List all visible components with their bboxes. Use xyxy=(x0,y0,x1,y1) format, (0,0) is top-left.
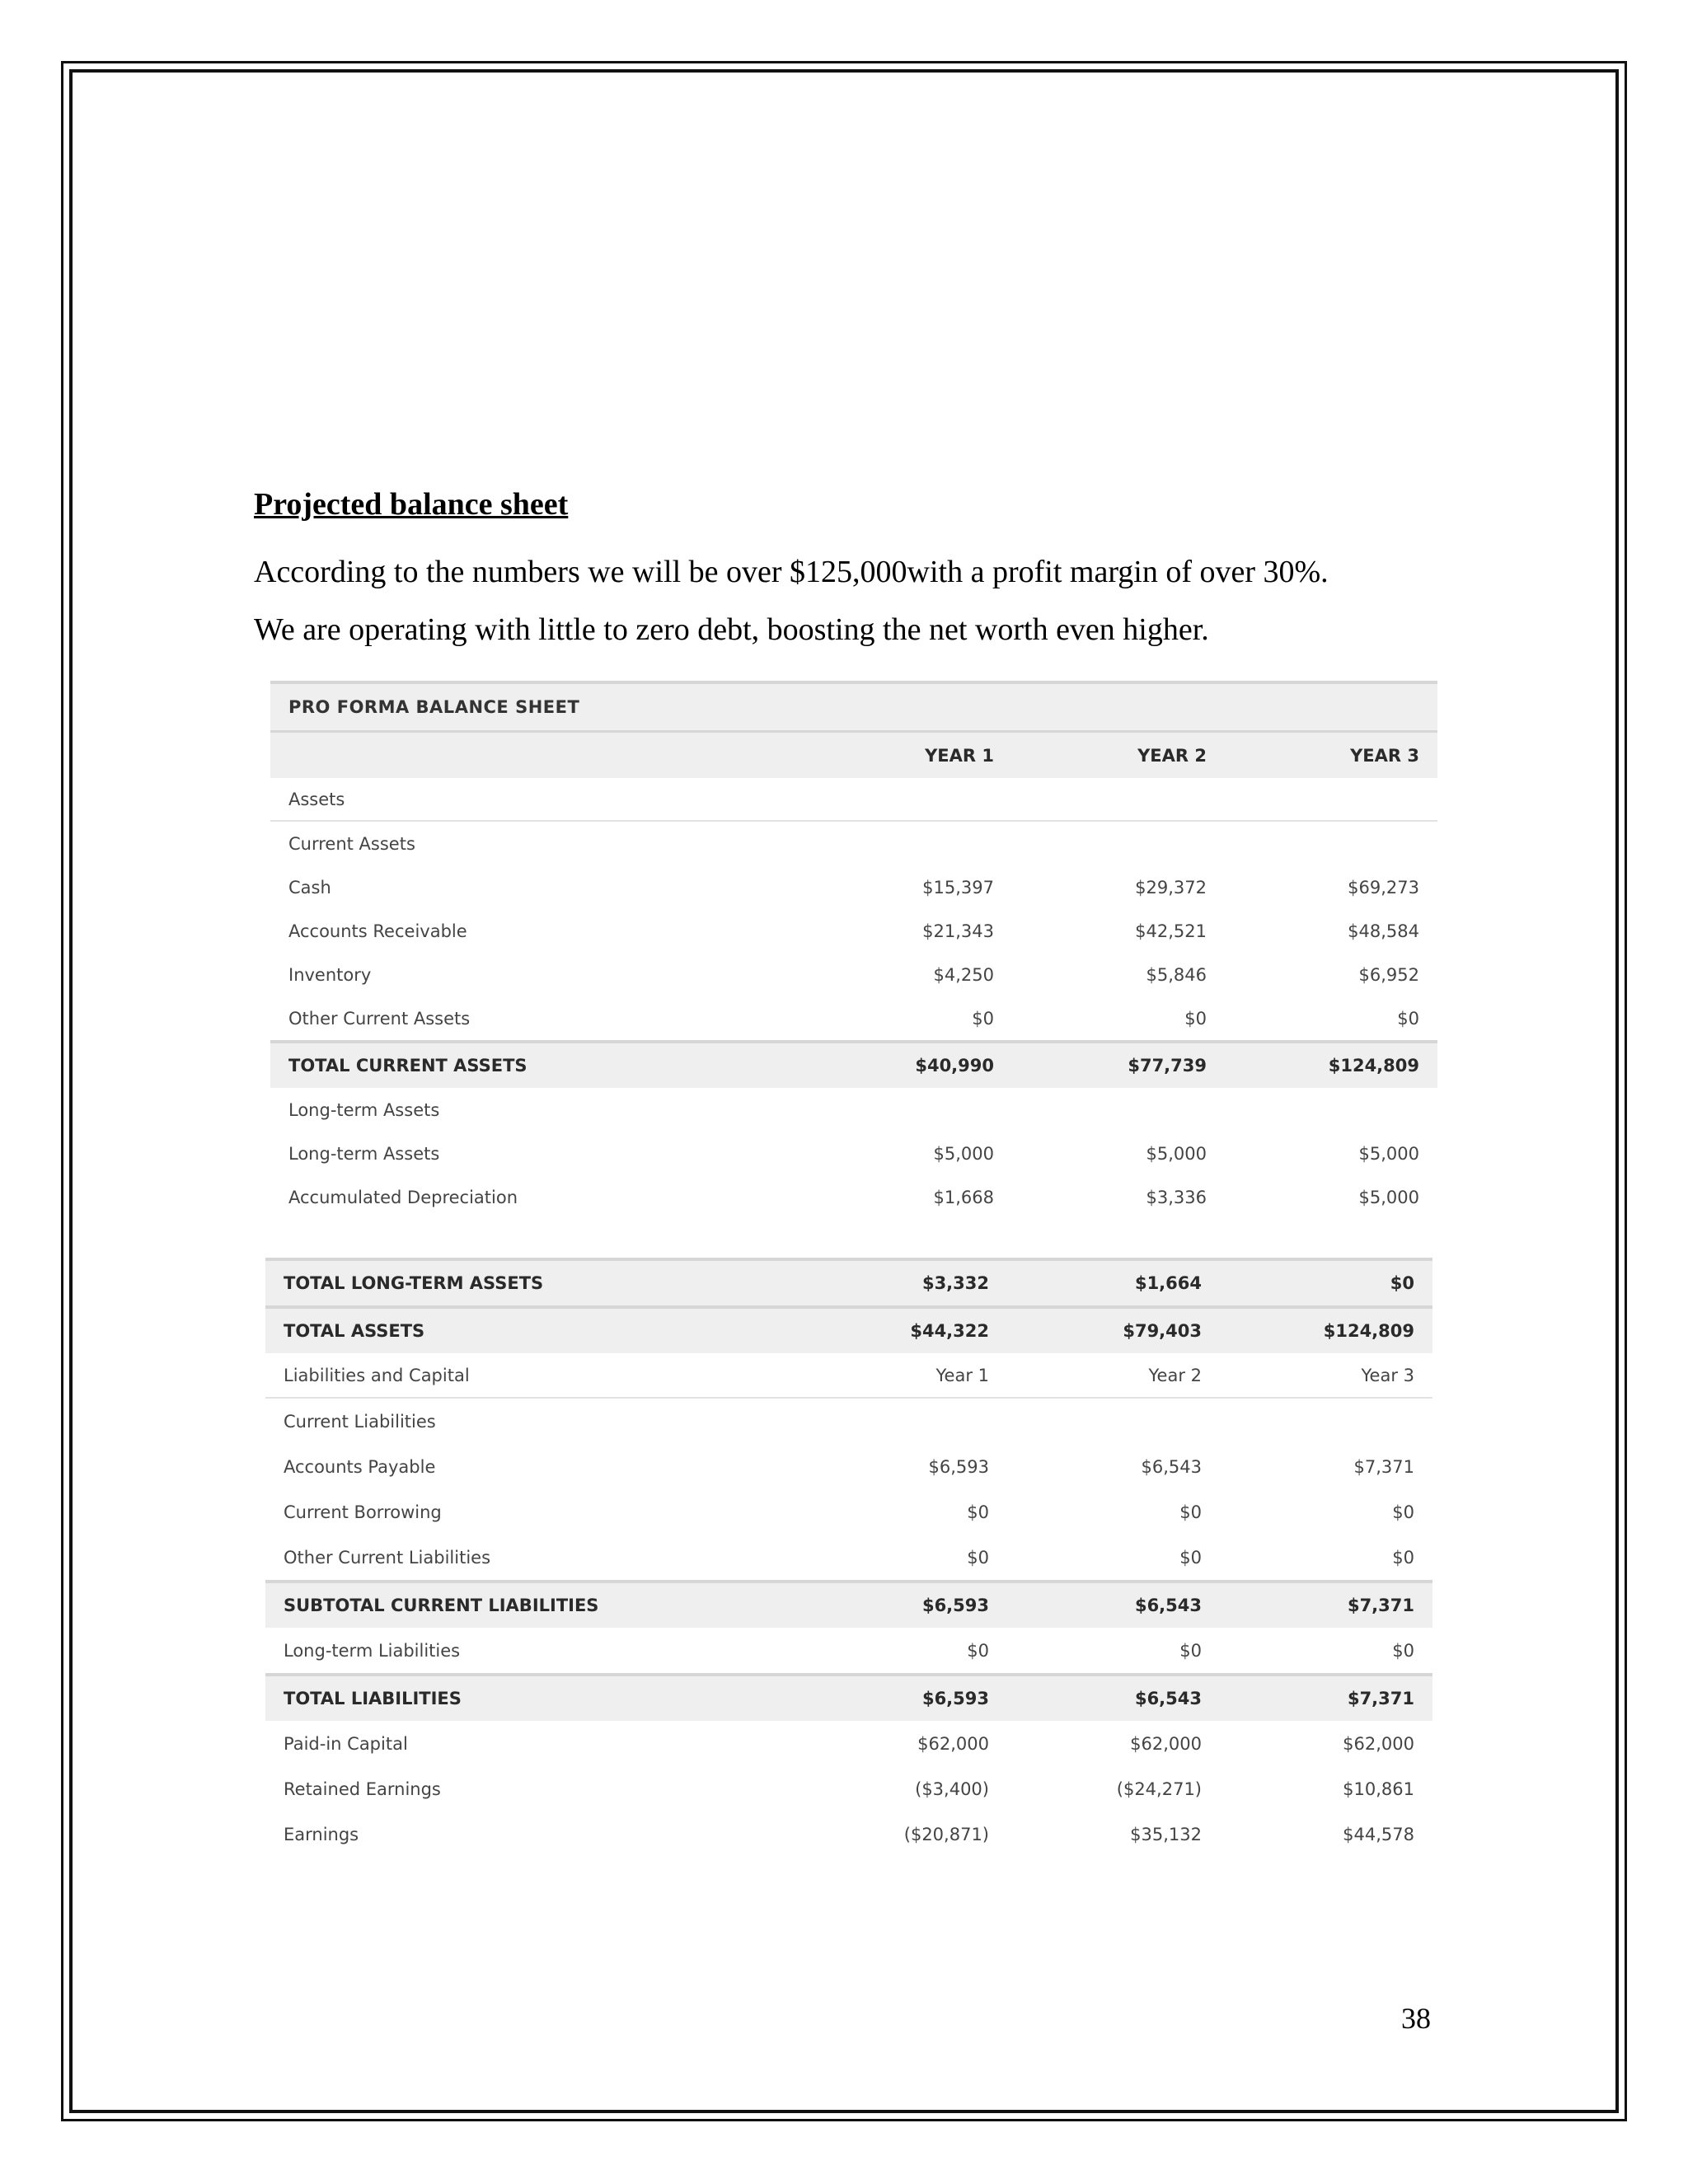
row-value-year-1: $1,668 xyxy=(933,1187,994,1207)
table-row xyxy=(265,1766,1432,1811)
table-row xyxy=(270,1040,1437,1088)
row-value-year-1: $40,990 xyxy=(915,1056,994,1076)
row-value-year-1: $62,000 xyxy=(917,1733,989,1754)
row-value-year-2: $6,543 xyxy=(1134,1689,1202,1708)
row-value-year-1: $15,397 xyxy=(922,877,994,898)
row-value-year-3: $0 xyxy=(1390,1273,1414,1293)
row-label: Long-term Assets xyxy=(288,1099,440,1120)
row-label: Liabilities and Capital xyxy=(284,1365,470,1385)
row-value-year-2: $29,372 xyxy=(1135,877,1207,898)
row-value-year-3: $7,371 xyxy=(1347,1689,1414,1708)
row-value-year-2: Year 2 xyxy=(1148,1365,1202,1385)
row-value-year-1: $0 xyxy=(972,1008,994,1029)
row-label: Assets xyxy=(288,789,345,809)
row-label: TOTAL LIABILITIES xyxy=(284,1689,462,1708)
table-row xyxy=(265,1444,1432,1489)
row-label: Accumulated Depreciation xyxy=(288,1187,518,1207)
row-value-year-1: $6,593 xyxy=(921,1689,989,1708)
row-value-year-2: $0 xyxy=(1179,1640,1202,1661)
row-value-year-2: $1,664 xyxy=(1134,1273,1202,1293)
row-value-year-1: ($3,400) xyxy=(915,1779,989,1799)
table-row xyxy=(270,996,1437,1040)
balance-sheet-caption-label: PRO FORMA BALANCE SHEET xyxy=(288,697,580,717)
table-row xyxy=(270,1088,1437,1132)
table-row xyxy=(270,953,1437,996)
row-value-year-1: $4,250 xyxy=(933,964,994,985)
row-label: Other Current Assets xyxy=(288,1008,471,1029)
row-label: Long-term Assets xyxy=(288,1143,440,1164)
table-row xyxy=(270,1175,1437,1219)
row-value-year-2: $79,403 xyxy=(1123,1321,1202,1341)
balance-sheet-header-row xyxy=(270,730,1437,778)
row-value-year-2: $5,000 xyxy=(1146,1143,1207,1164)
table-row xyxy=(265,1628,1432,1673)
row-value-year-3: $7,371 xyxy=(1353,1456,1414,1477)
row-value-year-1: Year 1 xyxy=(935,1365,989,1385)
row-value-year-2: $5,846 xyxy=(1146,964,1207,985)
row-value-year-3: $44,578 xyxy=(1343,1824,1414,1844)
balance-sheet-image xyxy=(265,681,1437,1868)
row-label: Other Current Liabilities xyxy=(284,1547,491,1568)
page-number: 38 xyxy=(1401,2002,1431,2035)
row-value-year-3: $10,861 xyxy=(1343,1779,1414,1799)
header-year-1: YEAR 1 xyxy=(925,745,994,766)
row-value-year-3: $0 xyxy=(1392,1640,1414,1661)
intro-paragraph-line-1: According to the numbers we will be over $125,000with a profit margin of over 30%. xyxy=(254,555,1329,589)
row-value-year-2: $0 xyxy=(1179,1547,1202,1568)
header-year-2: YEAR 2 xyxy=(1137,745,1207,766)
row-label: Paid-in Capital xyxy=(284,1733,408,1754)
row-value-year-3: $48,584 xyxy=(1348,921,1419,941)
balance-sheet-assets-section xyxy=(270,681,1437,1241)
row-label: Cash xyxy=(288,877,331,898)
row-value-year-1: $0 xyxy=(967,1640,989,1661)
row-value-year-1: $6,593 xyxy=(921,1596,989,1615)
balance-sheet-caption xyxy=(270,681,1437,730)
table-row xyxy=(265,1305,1432,1353)
row-value-year-3: $62,000 xyxy=(1343,1733,1414,1754)
row-value-year-2: $35,132 xyxy=(1130,1824,1202,1844)
row-value-year-3: $124,809 xyxy=(1323,1321,1414,1341)
row-label: SUBTOTAL CURRENT LIABILITIES xyxy=(284,1596,599,1615)
table-row xyxy=(265,1721,1432,1766)
row-value-year-1: $0 xyxy=(967,1502,989,1522)
intro-paragraph-line-2: We are operating with little to zero debt, boosting the net worth even higher. xyxy=(254,612,1209,647)
table-row xyxy=(270,822,1437,865)
table-row xyxy=(265,1399,1432,1444)
table-row xyxy=(270,1132,1437,1175)
table-row xyxy=(265,1258,1432,1305)
row-label: Current Assets xyxy=(288,833,415,854)
row-value-year-1: $6,593 xyxy=(928,1456,989,1477)
table-row xyxy=(270,865,1437,909)
row-value-year-1: $21,343 xyxy=(922,921,994,941)
row-value-year-3: $5,000 xyxy=(1358,1143,1419,1164)
row-value-year-1: $0 xyxy=(967,1547,989,1568)
table-row xyxy=(265,1535,1432,1580)
table-row xyxy=(265,1489,1432,1535)
row-label: Long-term Liabilities xyxy=(284,1640,461,1661)
row-label: TOTAL LONG-TERM ASSETS xyxy=(284,1273,544,1293)
row-value-year-3: Year 3 xyxy=(1361,1365,1414,1385)
table-row xyxy=(270,778,1437,822)
row-label: Retained Earnings xyxy=(284,1779,441,1799)
row-label: Accounts Payable xyxy=(284,1456,436,1477)
row-label: Current Liabilities xyxy=(284,1411,436,1432)
row-value-year-1: $44,322 xyxy=(910,1321,989,1341)
row-label: Current Borrowing xyxy=(284,1502,442,1522)
row-value-year-3: $0 xyxy=(1397,1008,1419,1029)
table-row xyxy=(265,1580,1432,1628)
row-value-year-2: ($24,271) xyxy=(1116,1779,1202,1799)
row-label: TOTAL CURRENT ASSETS xyxy=(288,1056,528,1076)
row-value-year-3: $5,000 xyxy=(1358,1187,1419,1207)
balance-sheet-liabilities-section xyxy=(265,1258,1432,1868)
header-year-3: YEAR 3 xyxy=(1350,745,1419,766)
row-value-year-3: $0 xyxy=(1392,1502,1414,1522)
row-value-year-2: $0 xyxy=(1184,1008,1207,1029)
row-value-year-3: $6,952 xyxy=(1358,964,1419,985)
row-label: TOTAL ASSETS xyxy=(284,1321,425,1341)
row-value-year-1: $5,000 xyxy=(933,1143,994,1164)
row-value-year-3: $7,371 xyxy=(1347,1596,1414,1615)
row-value-year-3: $0 xyxy=(1392,1547,1414,1568)
table-row xyxy=(265,1811,1432,1857)
row-value-year-2: $3,336 xyxy=(1146,1187,1207,1207)
row-value-year-2: $62,000 xyxy=(1130,1733,1202,1754)
row-value-year-2: $6,543 xyxy=(1141,1456,1202,1477)
row-label: Earnings xyxy=(284,1824,359,1844)
row-value-year-2: $0 xyxy=(1179,1502,1202,1522)
table-row xyxy=(270,909,1437,953)
row-value-year-2: $6,543 xyxy=(1134,1596,1202,1615)
row-label: Inventory xyxy=(288,964,372,985)
row-value-year-1: $3,332 xyxy=(921,1273,989,1293)
row-value-year-3: $69,273 xyxy=(1348,877,1419,898)
row-value-year-2: $42,521 xyxy=(1135,921,1207,941)
row-value-year-3: $124,809 xyxy=(1328,1056,1419,1076)
table-row xyxy=(265,1673,1432,1721)
row-label: Accounts Receivable xyxy=(288,921,467,941)
row-value-year-2: $77,739 xyxy=(1128,1056,1207,1076)
table-row xyxy=(265,1353,1432,1399)
row-value-year-1: ($20,871) xyxy=(903,1824,989,1844)
section-title: Projected balance sheet xyxy=(254,487,569,522)
